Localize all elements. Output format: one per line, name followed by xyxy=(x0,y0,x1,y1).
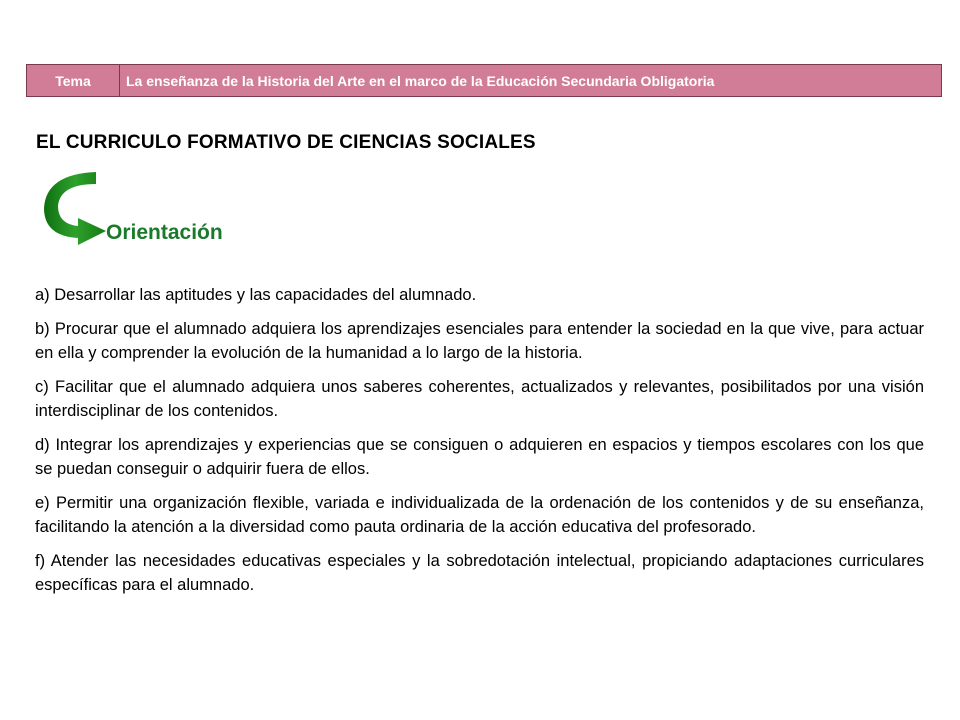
page-title: EL CURRICULO FORMATIVO DE CIENCIAS SOCIALES xyxy=(36,132,536,153)
list-item: f) Atender las necesidades educativas especiales y la sobredotación intelectual, propiciando adaptaciones curriculares específicas para el alumnado. xyxy=(35,552,924,594)
list-item: e) Permitir una organización flexible, variada e individualizada de la ordenación de los contenidos y de su enseñanza, facilitando la atención a la diversidad como pauta ordinaria de la acción educativa del profesorado. xyxy=(35,494,924,536)
topic-label: Tema xyxy=(27,65,120,97)
objectives-list xyxy=(35,283,924,607)
list-item: d) Integrar los aprendizajes y experiencias que se consiguen o adquieren en espacios y tiempos escolares con los que se puedan conseguir o adquirir fuera de ellos. xyxy=(35,436,924,478)
topic-header-table xyxy=(26,64,942,97)
list-item: c) Facilitar que el alumnado adquiera unos saberes coherentes, actualizados y relevantes, posibilitados por una visión interdisciplinar de los contenidos. xyxy=(35,378,924,420)
list-item: b) Procurar que el alumnado adquiera los aprendizajes esenciales para entender la sociedad en la que vive, para actuar en ella y comprender la evolución de la humanidad a lo largo de la historia. xyxy=(35,320,924,362)
list-item: a) Desarrollar las aptitudes y las capacidades del alumnado. xyxy=(35,286,477,304)
topic-value: La enseñanza de la Historia del Arte en el marco de la Educación Secundaria Obligatoria xyxy=(120,65,942,97)
curved-arrow-icon xyxy=(38,168,108,248)
orientation-heading: Orientación xyxy=(106,221,223,244)
